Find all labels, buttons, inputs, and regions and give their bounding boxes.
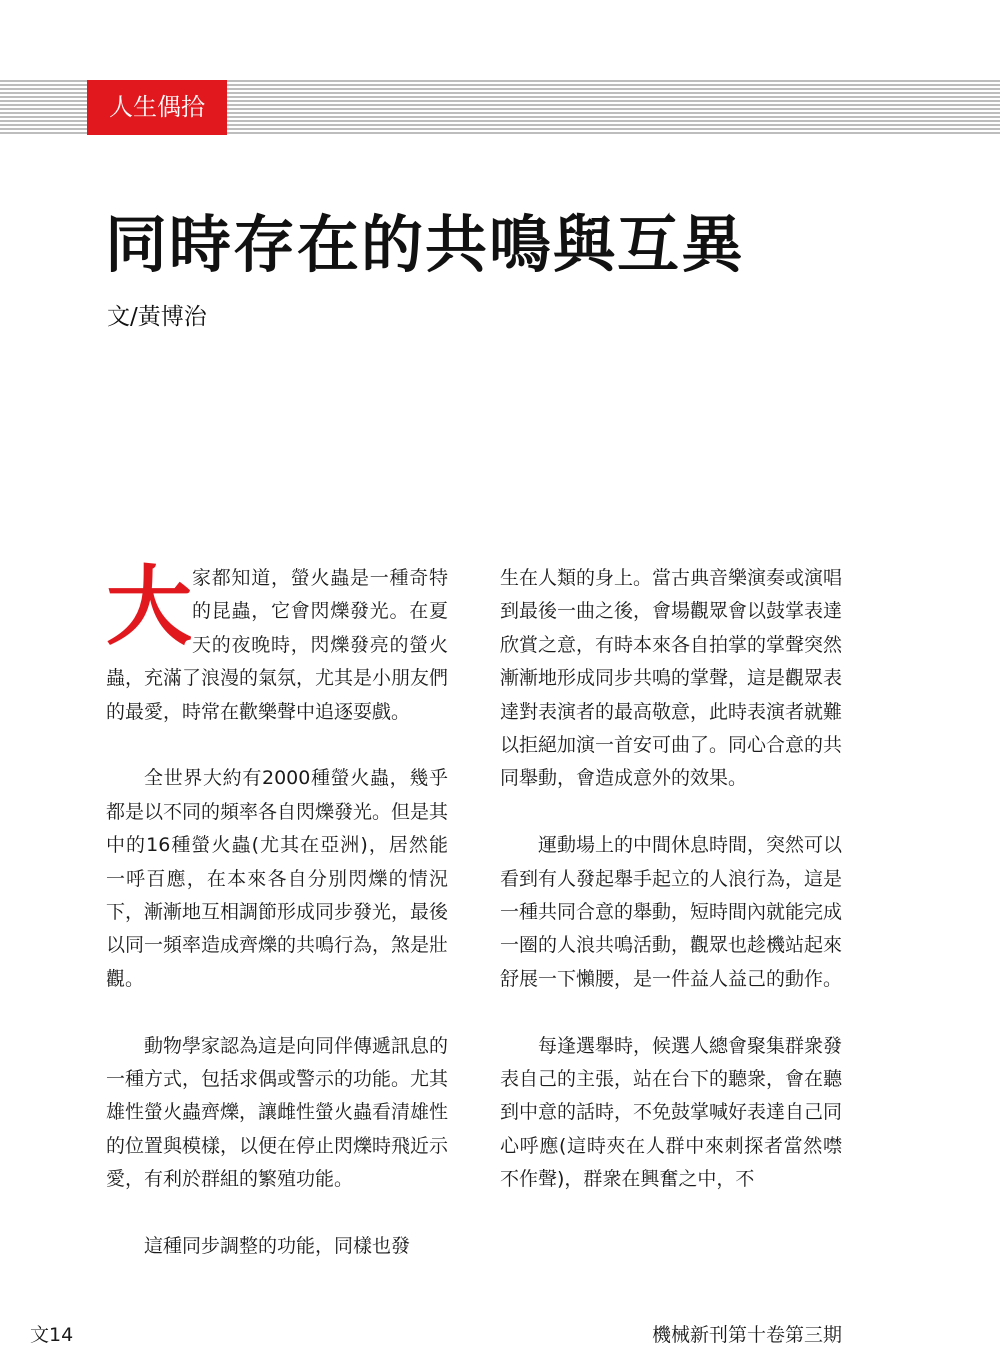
- paragraph: 全世界大約有2000種螢火蟲，幾乎都是以不同的頻率各自閃爍發光。但是其中的16種螢火蟲(尤其在亞洲)，居然能一呼百應，在本來各自分別閃爍的情況下，漸漸地互相調節形成同步發光，最後以同一頻率造成齊爍的共鳴行為，煞是壯觀。: [106, 767, 449, 990]
- paragraph: [106, 557, 449, 729]
- paragraph: 運動場上的中間休息時間，突然可以看到有人發起舉手起立的人浪行為，這是一種共同合意的舉動，短時間內就能完成一圈的人浪共鳴活動，觀眾也趁機站起來舒展一下懶腰，是一件益人益己的動作。: [500, 834, 843, 990]
- section-tag: 人生偶拾: [87, 80, 227, 135]
- paragraph: 動物學家認為這是向同伴傳遞訊息的一種方式，包括求偶或警示的功能。尤其雄性螢火蟲齊爍，讓雌性螢火蟲看清雄性的位置與模樣，以便在停止閃爍時飛近示愛，有利於群組的繁殖功能。: [106, 1034, 449, 1191]
- article-title: 同時存在的共鳴與互異: [105, 208, 746, 281]
- page-number: 文14: [30, 1324, 74, 1346]
- paragraph: 生在人類的身上。當古典音樂演奏或演唱到最後一曲之後，會場觀眾會以鼓掌表達欣賞之意，有時本來各自拍掌的掌聲突然漸漸地形成同步共鳴的掌聲，這是觀眾表達對表演者的最高敬意，此時表演者就難以拒絕加演一首安可曲了。同心合意的共同舉動，會造成意外的效果。: [500, 567, 843, 790]
- paragraph-text: 家都知道，螢火蟲是一種奇特的昆蟲，它會閃爍發光。在夏天的夜晚時，閃爍發亮的螢火蟲，充滿了浪漫的氣氛，尤其是小朋友們的最愛，時常在歡樂聲中追逐耍戲。: [106, 567, 449, 723]
- right-column: [500, 562, 842, 1230]
- paragraph: 每逢選舉時，候選人總會聚集群衆發表自己的主張，站在台下的聽衆，會在聽到中意的話時，不免鼓掌喊好表達自己同心呼應(這時夾在人群中來刺探者當然噤不作聲)，群衆在興奮之中，不: [500, 1034, 843, 1191]
- left-column: [106, 557, 449, 1297]
- paragraph: 這種同步調整的功能，同樣也發: [144, 1235, 411, 1258]
- drop-cap: 大: [106, 557, 192, 657]
- publication-name: 機械新刊第十卷第三期: [651, 1324, 842, 1346]
- article-author: 文/黃博治: [107, 304, 207, 330]
